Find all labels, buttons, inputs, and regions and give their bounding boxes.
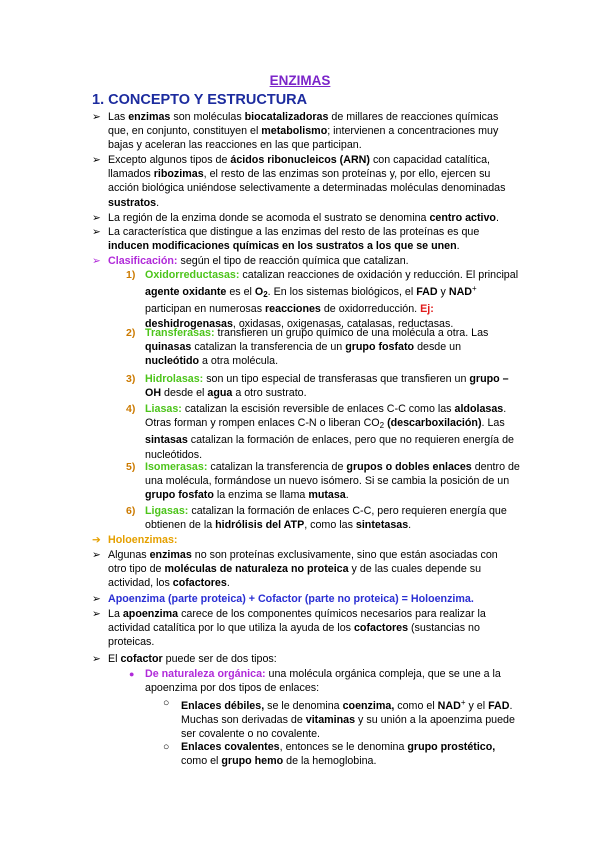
arrow-right-icon: ➔ [92,534,101,546]
bullet-enzimas-definition: Las enzimas son moléculas biocatalizadoras de millares de reacciones químicas que, en conjunto, constituyen el metabolismo; intervienen a concentraciones muy bajas y aceleran las reacciones en las que participan. [108,111,499,152]
holoenzimas-heading: Holoenzimas: [108,534,178,546]
arrow-bullet-icon: ➢ [92,212,101,224]
class-number: 5) [126,461,136,473]
dot-bullet-icon: ● [129,669,135,679]
bullet-caracteristica: La característica que distingue a las enzimas del resto de las proteínas es que inducen modificaciones químicas en los sustratos a los que se unen. [108,226,480,253]
bullet-naturaleza-organica: De naturaleza orgánica: una molécula orgánica compleja, que se une a la apoenzima por dos tipos de enlaces: [145,668,501,695]
class-ligasas: Ligasas: catalizan la formación de enlaces C-C, pero requieren energía que obtienen de la hidrólisis del ATP, como las sintetasas. [145,505,507,532]
arrow-bullet-icon: ➢ [92,593,101,605]
arrow-bullet-icon: ➢ [92,549,101,561]
bullet-enlaces-debiles: Enlaces débiles, se le denomina coenzima, como el NAD+ y el FAD. Muchas son derivadas de vitaminas y su unión a la apoenzima puede ser covalente o no covalente. [181,698,515,741]
class-hidrolasas: Hidrolasas: son un tipo especial de transferasas que transfieren un grupo –OH desde el agua a otro sustrato. [145,373,509,400]
class-isomerasas: Isomerasas: catalizan la transferencia de grupos o dobles enlaces dentro de una molécula, formándose un nuevo isómero. Si se cambia la posición de un grupo fosfato la enzima se llama mutasa. [145,461,520,502]
arrow-bullet-icon: ➢ [92,226,101,238]
bullet-holoenzimas-def: Algunas enzimas no son proteínas exclusivamente, sino que están asociadas con otro tipo de moléculas de naturaleza no proteica y de las cuales depende su actividad, los cofactores. [108,549,498,590]
class-number: 1) [126,269,136,281]
circle-bullet-icon: ○ [163,741,170,753]
bullet-clasificacion: Clasificación: según el tipo de reacción química que catalizan. [108,255,409,267]
section-heading: 1. CONCEPTO Y ESTRUCTURA [92,92,308,108]
class-number: 2) [126,327,136,339]
page-title: ENZIMAS [269,73,331,88]
circle-bullet-icon: ○ [163,697,170,709]
arrow-bullet-icon: ➢ [92,608,101,620]
class-number: 6) [126,505,136,517]
arrow-bullet-icon: ➢ [92,111,101,123]
bullet-apoenzima: La apoenzima carece de los componentes químicos necesarios para realizar la actividad catalítica por lo que utiliza la ayuda de los cofactores (sustancias no proteicas. [108,608,486,649]
arrow-bullet-icon: ➢ [92,653,101,665]
class-transferasas: Transferasas: transfieren un grupo químico de una molécula a otra. Las quinasas catalizan la transferencia de un grupo fosfato desde un nucleótido a otra molécula. [145,327,489,368]
class-liasas: Liasas: catalizan la escisión reversible de enlaces C-C como las aldolasas. Otras forman y rompen enlaces C-N o liberan $CO_2$ (descarboxilación). Las sintasas catalizan la formación de enlaces, pero que no requieren energía de nucleótidos. [145,403,514,461]
arrow-bullet-icon: ➢ [92,255,101,267]
class-number: 4) [126,403,136,415]
bullet-cofactor: El cofactor puede ser de dos tipos: [108,653,277,665]
arrow-bullet-icon: ➢ [92,154,101,166]
bullet-ribozimas: Excepto algunos tipos de ácidos ribonucleicos (ARN) con capacidad catalítica, llamados ribozimas, el resto de las enzimas son proteínas y, por ello, ejercen su acción biológica uniéndose selectivamente a determinadas moléculas denominadas sustratos. [108,154,506,209]
bullet-centro-activo: La región de la enzima donde se acomoda el sustrato se denomina centro activo. [108,212,499,224]
bullet-equation: Apoenzima (parte proteica) + Cofactor (parte no proteica) = Holoenzima. [108,593,474,605]
class-oxidorreductasas: Oxidorreductasas: catalizan reacciones de oxidación y reducción. El principal agente oxidante es el $O_2$. En los sistemas biológicos, el FAD y NAD+ participan en numerosas reacciones de oxidorreducción. Ej: deshidrogenasas, oxidasas, oxigenasas, catalasas, reductasas. [145,269,519,330]
class-number: 3) [126,373,136,385]
bullet-enlaces-covalentes: Enlaces covalentes, entonces se le denomina grupo prostético, como el grupo hemo de la hemoglobina. [181,741,496,768]
